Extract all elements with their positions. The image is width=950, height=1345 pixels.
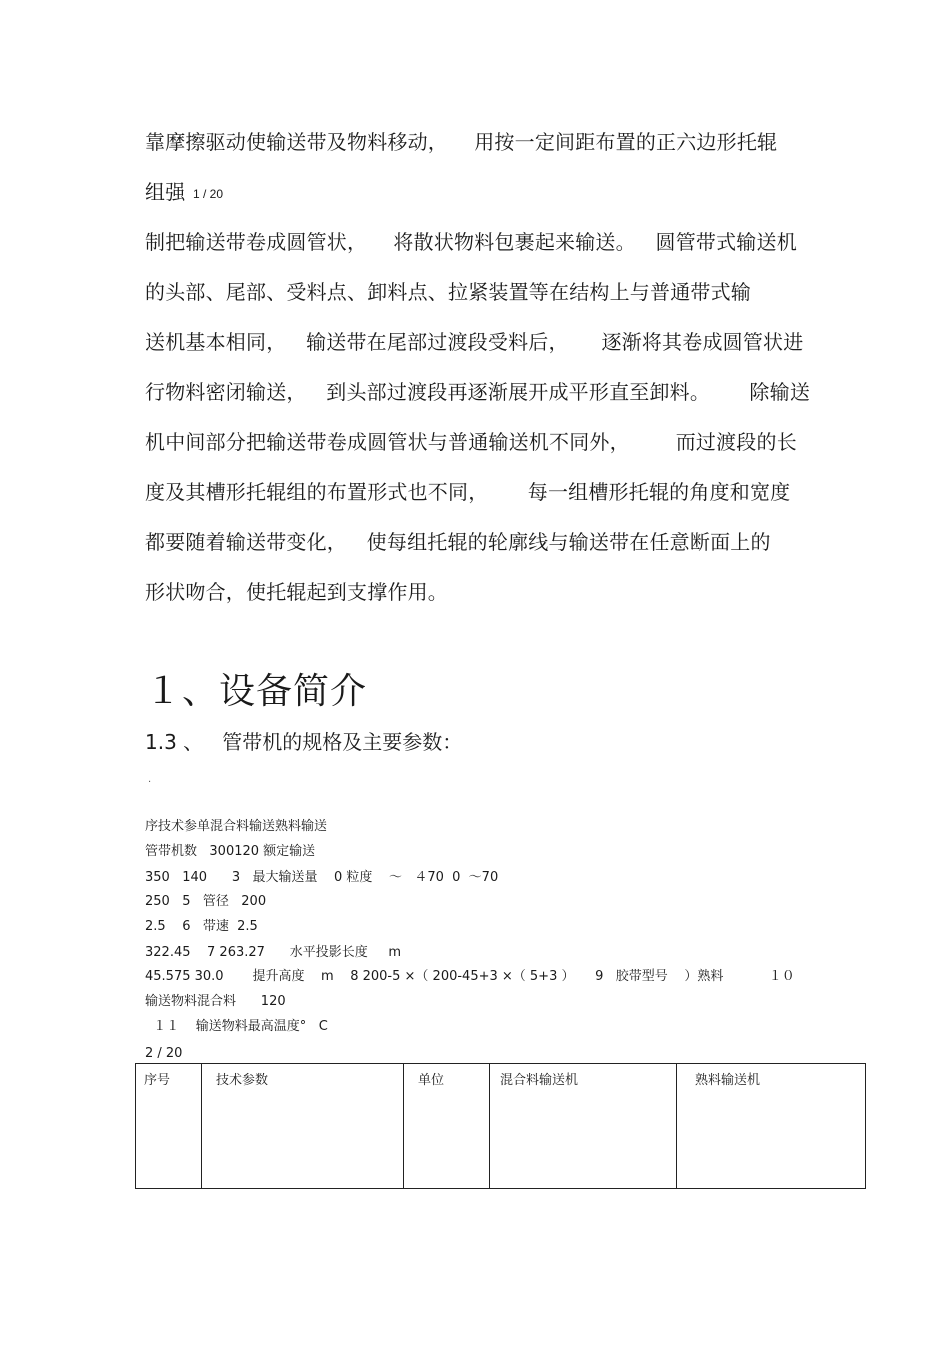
parameters-table [135, 1063, 866, 1189]
subsection-heading: 1.3 、 管带机的规格及主要参数： [145, 730, 463, 754]
paragraph-line: 的头部、尾部、受料点、卸料点、拉紧装置等在结构上与普通带式输 [145, 280, 751, 304]
page-number: 2 / 20 [145, 1046, 183, 1061]
section-heading: １、设备简介 [145, 671, 368, 712]
paragraph-line: 送机基本相同， 输送带在尾部过渡段受料后， 逐渐将其卷成圆管状进 [145, 330, 804, 354]
params-line: 45.575 30.0 提升高度 m 8 200-5 ×（ 200-45+3 ×（ 5+3 ） 9 胶带型号 ）熟料 １０ [145, 969, 795, 984]
stray-dot: · [148, 777, 152, 788]
col-header-mixed-conveyor: 混合料输送机 [490, 1064, 677, 1189]
paragraph-line: 都要随着输送带变化， 使每组托辊的轮廓线与输送带在任意断面上的 [145, 530, 771, 554]
page-number: 1 / 20 [193, 187, 224, 201]
col-header-index: 序号 [136, 1064, 202, 1189]
params-line: 350 140 3 最大输送量 0 粒度 ～ ４70 0 ～70 [145, 870, 499, 885]
params-line: 输送物料混合料 120 [145, 994, 286, 1009]
paragraph-line: 靠摩擦驱动使输送带及物料移动， 用按一定间距布置的正六边形托辊 [145, 130, 778, 154]
paragraph-line: 制把输送带卷成圆管状， 将散状物料包裹起来输送。 圆管带式输送机 [145, 230, 797, 254]
col-header-parameter: 技术参数 [202, 1064, 404, 1189]
params-line: １１ 输送物料最高温度° C [145, 1019, 328, 1034]
params-line: 322.45 7 263.27 水平投影长度 m [145, 945, 402, 960]
params-line: 250 5 管径 200 [145, 894, 267, 909]
col-header-unit: 单位 [404, 1064, 490, 1189]
paragraph-line: 度及其槽形托辊组的布置形式也不同， 每一组槽形托辊的角度和宽度 [145, 480, 791, 504]
params-line: 管带机数 300120 额定输送 [145, 844, 316, 859]
col-header-clinker-conveyor: 熟料输送机 [677, 1064, 866, 1189]
paragraph-line: 行物料密闭输送， 到头部过渡段再逐渐展开成平形直至卸料。 除输送 [145, 380, 811, 404]
params-line: 序技术参单混合料输送熟料输送 [145, 819, 328, 834]
paragraph-line: 组强 [145, 180, 186, 204]
params-line: 2.5 6 带速 2.5 [145, 919, 258, 934]
paragraph-line: 机中间部分把输送带卷成圆管状与普通输送机不同外， 而过渡段的长 [145, 430, 797, 454]
paragraph-line: 形状吻合，使托辊起到支撑作用。 [145, 580, 448, 604]
table-header-row [136, 1064, 866, 1189]
